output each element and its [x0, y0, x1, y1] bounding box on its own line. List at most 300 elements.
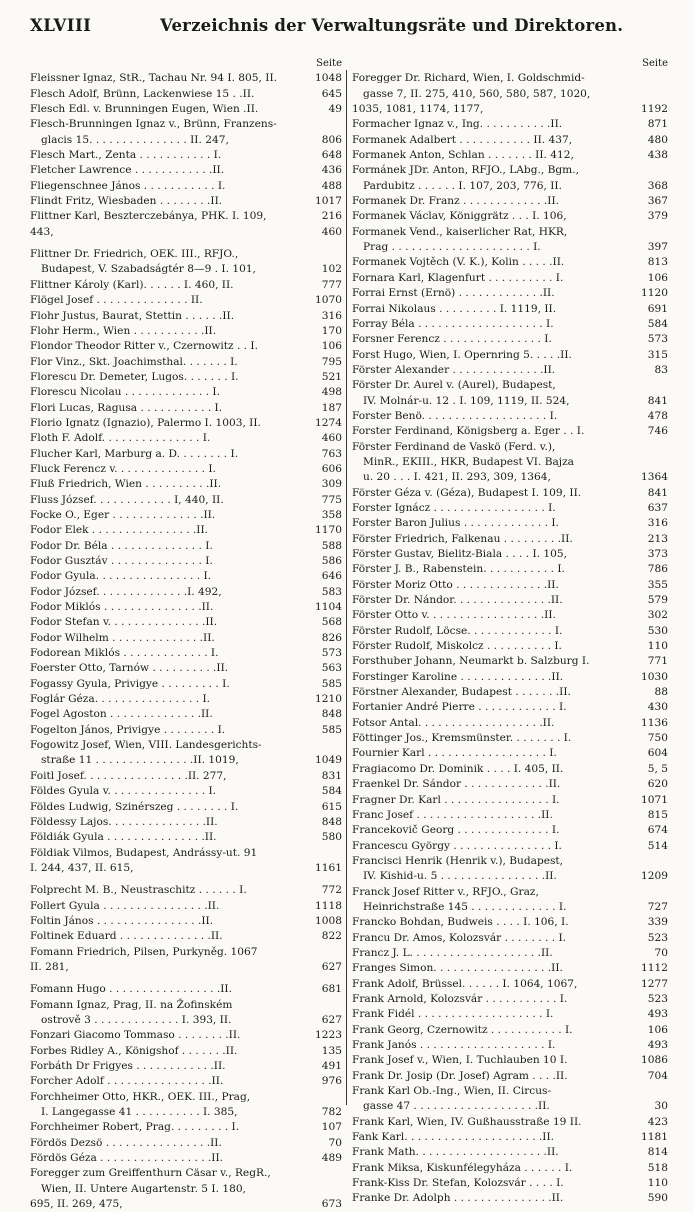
entry-text: Föttinger Jos., Kremsmünster. . . . . . . . I.	[352, 732, 572, 745]
index-entry	[30, 784, 342, 799]
entry-text: Förster Dr. Nándor. . . . . . . . . . . . . . .II.	[352, 594, 563, 607]
index-entry	[30, 830, 342, 845]
index-entry	[30, 769, 342, 784]
entry-text: Förster Rudolf, Miskolcz . . . . . . . . . . I.	[352, 640, 562, 653]
page-reference: 1086	[641, 1054, 668, 1067]
entry-text: Fonzari Giacomo Tommaso . . . . . . . .II.	[30, 1029, 241, 1042]
page-reference: 806	[321, 133, 342, 146]
entry-text: Formanek Vend., kaiserlicher Rat, HKR,	[352, 225, 568, 238]
entry-text: straße 11 . . . . . . . . . . . . . . .II. 1019,	[41, 754, 239, 767]
index-entry	[30, 615, 342, 630]
entry-text: Francisci Henrik (Henrik v.), Budapest,	[352, 854, 564, 867]
page-reference: 478	[647, 409, 668, 422]
index-entry	[352, 1084, 668, 1099]
entry-text: Frank Josef v., Wien, I. Tuchlauben 10 I.	[352, 1054, 568, 1067]
entry-text: Forray Béla . . . . . . . . . . . . . . . . . . . I.	[352, 317, 554, 330]
page-reference: 1048	[315, 72, 342, 85]
entry-text: Fragiacomo Dr. Dominik . . . . I. 405, II.	[352, 762, 564, 775]
index-entry	[352, 455, 668, 470]
entry-text: glacis 15. . . . . . . . . . . . . . . II. 247,	[41, 133, 229, 146]
page-reference: 1071	[641, 793, 668, 806]
entry-text: Florescu Nicolau . . . . . . . . . . . . . I.	[30, 386, 220, 399]
page-reference: 585	[321, 723, 342, 736]
entry-text: I. Langegasse 41 . . . . . . . . . . I. 385,	[41, 1106, 238, 1119]
entry-text: Fornara Karl, Klagenfurt . . . . . . . . . . I.	[352, 271, 564, 284]
entry-text: Frank-Kiss Dr. Stefan, Kolozsvár . . . . I.	[352, 1177, 564, 1190]
page-reference: 83	[654, 363, 668, 376]
index-entry	[30, 554, 342, 569]
index-entry	[30, 692, 342, 707]
page-reference: 674	[647, 824, 668, 837]
page-reference: 1030	[641, 670, 668, 683]
entry-spacer	[30, 975, 342, 982]
entry-text: Frank Math. . . . . . . . . . . . . . . . . . . .II.	[352, 1146, 559, 1159]
page-reference: 822	[321, 930, 342, 943]
page-reference: 523	[647, 931, 668, 944]
index-entry	[30, 462, 342, 477]
index-entry	[30, 133, 342, 148]
entry-text: Forsner Ferencz . . . . . . . . . . . . . . . I.	[352, 333, 552, 346]
index-entry	[352, 240, 668, 255]
index-entry	[352, 209, 668, 224]
index-entry	[352, 670, 668, 685]
entry-text: Floth F. Adolf. . . . . . . . . . . . . . . I.	[30, 432, 211, 445]
entry-text: IV. Kishid-u. 5 . . . . . . . . . . . . . . . .II.	[363, 870, 557, 883]
entry-text: Fank Karl. . . . . . . . . . . . . . . . . . . . .II.	[352, 1131, 555, 1144]
entry-text: Forrai Ernst (Ernö) . . . . . . . . . . . . .II.	[352, 287, 555, 300]
page-reference: 430	[647, 701, 668, 714]
entry-text: Fluß Friedrich, Wien . . . . . . . . . .II.	[30, 478, 222, 491]
entry-text: Fleissner Ignaz, StR., Tachau Nr. 94 I. 805, II.	[30, 72, 277, 85]
index-entry	[30, 800, 342, 815]
entry-text: Fomann Ignaz, Prag, II. na Žofinském	[30, 998, 233, 1011]
page-reference: 871	[647, 118, 668, 131]
entry-text: Fodor Gyula. . . . . . . . . . . . . . . . I.	[30, 570, 212, 583]
entry-text: Förster Alexander . . . . . . . . . . . . . .II.	[352, 363, 556, 376]
page-reference: 848	[321, 815, 342, 828]
index-entry	[30, 569, 342, 584]
page-reference: 563	[321, 662, 342, 675]
index-entry	[352, 1130, 668, 1145]
index-entry	[352, 148, 668, 163]
index-entry	[352, 654, 668, 669]
page-reference: 379	[647, 210, 668, 223]
index-entry	[352, 1161, 668, 1176]
index-entry	[352, 1115, 668, 1130]
index-entry	[352, 501, 668, 516]
page-reference: 213	[647, 532, 668, 545]
page-reference: 489	[321, 1152, 342, 1165]
entry-text: Fodor Miklós . . . . . . . . . . . . . . .II.	[30, 601, 214, 614]
entry-text: Forst Hugo, Wien, I. Opernring 5. . . . .II.	[352, 348, 572, 361]
page-reference: 583	[321, 585, 342, 598]
index-entry	[30, 585, 342, 600]
entry-text: Fraenkel Dr. Sándor . . . . . . . . . . . . .II.	[352, 778, 561, 791]
index-entry	[30, 431, 342, 446]
index-entry	[352, 915, 668, 930]
page-reference: 316	[321, 309, 342, 322]
index-entry	[30, 447, 342, 462]
index-entry	[30, 278, 342, 293]
index-entry	[30, 225, 342, 240]
entry-text: Francekovič Georg . . . . . . . . . . . . . . I.	[352, 824, 560, 837]
page-reference: 216	[321, 210, 342, 223]
page-reference: 1008	[315, 914, 342, 927]
entry-text: Flittner Dr. Friedrich, OEK. III., RFJO.,	[30, 248, 239, 261]
index-entry	[352, 685, 668, 700]
page-reference: 518	[647, 1161, 668, 1174]
page-reference: 1170	[315, 524, 342, 537]
index-entry	[30, 600, 342, 615]
index-entry	[30, 1044, 342, 1059]
entry-text: Fördös Géza . . . . . . . . . . . . . . . . .II.	[30, 1152, 224, 1165]
entry-text: Prag . . . . . . . . . . . . . . . . . . . . . I.	[363, 241, 541, 254]
entry-text: Földes Ludwig, Szinérszeg . . . . . . . . I.	[30, 800, 239, 813]
index-entry	[352, 700, 668, 715]
index-entry	[30, 179, 342, 194]
page-reference: 795	[321, 355, 342, 368]
entry-text: Formanek Adalbert . . . . . . . . . . . II. 437,	[352, 133, 573, 146]
page-reference: 604	[647, 747, 668, 760]
entry-text: ostrově 3 . . . . . . . . . . . . . I. 393, II.	[41, 1013, 232, 1026]
index-entry	[352, 900, 668, 915]
page-reference: 480	[647, 133, 668, 146]
entry-text: Flondor Theodor Ritter v., Czernowitz . . I.	[30, 340, 258, 353]
entry-text: Forster Baron Julius . . . . . . . . . . . . . I.	[352, 517, 559, 530]
page-reference: 1181	[641, 1131, 668, 1144]
entry-text: Fördös Dezsö . . . . . . . . . . . . . . . .II.	[30, 1136, 222, 1149]
page-reference: 782	[321, 1106, 342, 1119]
page-reference: 848	[321, 708, 342, 721]
right-column	[352, 56, 668, 1205]
page-reference: 70	[654, 946, 668, 959]
entry-text: Heinrichstraße 145 . . . . . . . . . . . . . I.	[363, 900, 567, 913]
index-entry	[30, 846, 342, 861]
entry-text: Földes Gyula v. . . . . . . . . . . . . . . I.	[30, 785, 217, 798]
entry-text: Frank Karl Ob.-Ing., Wien, II. Circus-	[352, 1085, 552, 1098]
page-reference: 110	[647, 1177, 668, 1190]
entry-text: Focke O., Eger . . . . . . . . . . . . . .II.	[30, 508, 216, 521]
page-reference: 771	[647, 655, 668, 668]
entry-text: Forchheimer Robert, Prag. . . . . . . . . I.	[30, 1121, 240, 1134]
index-entry	[30, 102, 342, 117]
entry-text: Forsthuber Johann, Neumarkt b. Salzburg I.	[352, 655, 590, 668]
entry-text: Fogelton János, Privigye . . . . . . . . I.	[30, 723, 226, 736]
index-entry	[30, 1074, 342, 1089]
page-reference: 423	[647, 1115, 668, 1128]
page-reference: 493	[647, 1008, 668, 1021]
index-entry	[30, 982, 342, 997]
page-reference: 841	[647, 394, 668, 407]
entry-text: Flögel Josef . . . . . . . . . . . . . . II.	[30, 294, 203, 307]
index-entry	[30, 646, 342, 661]
entry-text: Frank Miksa, Kiskunfélegyháza . . . . . . I.	[352, 1161, 573, 1174]
entry-text: Fournier Karl . . . . . . . . . . . . . . . . . . I.	[352, 747, 557, 760]
entry-text: Fragner Dr. Karl . . . . . . . . . . . . . . . . I.	[352, 793, 560, 806]
page-reference: 106	[321, 340, 342, 353]
entry-text: Flori Lucas, Ragusa . . . . . . . . . . . I.	[30, 401, 223, 414]
index-entry	[352, 348, 668, 363]
index-entry	[30, 209, 342, 224]
entry-text: Foerster Otto, Tarnów . . . . . . . . . .II.	[30, 662, 229, 675]
index-entry	[30, 753, 342, 768]
page-reference: 460	[321, 432, 342, 445]
page-number: XLVIII	[30, 16, 92, 35]
index-entry	[30, 1013, 342, 1028]
index-entry	[352, 578, 668, 593]
index-entry	[30, 385, 342, 400]
page-reference: 493	[647, 1039, 668, 1051]
page-reference: 30	[654, 1100, 668, 1113]
page-reference: 1104	[315, 601, 342, 614]
index-entry	[30, 815, 342, 830]
page-reference: 5, 5	[647, 762, 668, 775]
index-entry	[30, 523, 342, 538]
index-entry	[352, 716, 668, 731]
entry-text: Frank Adolf, Brüssel. . . . . . I. 1064, 1067,	[352, 977, 578, 990]
entry-text: Fodor Gusztáv . . . . . . . . . . . . . . I.	[30, 555, 213, 567]
page-reference: 1049	[315, 754, 342, 767]
entry-text: Földiak Vilmos, Budapest, Andrássy-ut. 91	[30, 846, 258, 859]
entry-text: IV. Molnár-u. 12 . I. 109, 1119, II. 524,	[363, 394, 570, 407]
page-reference: 135	[321, 1044, 342, 1057]
index-entry	[30, 945, 342, 960]
entry-text: Formanek Václav, Königgrätz . . . I. 106,	[352, 210, 567, 223]
entry-text: Fomann Friedrich, Pilsen, Purkyněg. 1067	[30, 945, 258, 958]
index-entry	[352, 1145, 668, 1160]
index-entry	[352, 179, 668, 194]
entry-text: Foregger zum Greiffenthurn Cäsar v., RegR.,	[30, 1167, 271, 1180]
page-reference: 606	[321, 462, 342, 475]
entry-text: Förster Dr. Aurel v. (Aurel), Budapest,	[352, 379, 556, 392]
entry-text: Fodor Wilhelm . . . . . . . . . . . . . .II.	[30, 631, 215, 644]
page-reference: 648	[321, 149, 342, 162]
entry-text: Franc Josef . . . . . . . . . . . . . . . . . . .II.	[352, 808, 553, 821]
page-reference: 841	[647, 486, 668, 499]
page-reference: 488	[321, 179, 342, 192]
entry-text: Flucher Karl, Marburg a. D. . . . . . . . I.	[30, 447, 239, 460]
page-reference: 523	[647, 992, 668, 1005]
page-reference: 1136	[641, 716, 668, 729]
index-entry	[352, 255, 668, 270]
page-reference: 976	[321, 1075, 342, 1088]
entry-text: Fodorean Miklós . . . . . . . . . . . . . I.	[30, 647, 219, 660]
entry-text: Flittner Károly (Karl). . . . . . I. 460, II.	[30, 278, 234, 291]
entry-text: Fletcher Lawrence . . . . . . . . . . . .II.	[30, 164, 225, 177]
page-reference: 673	[321, 1198, 342, 1211]
index-entry	[352, 885, 668, 900]
entry-text: Flesch Edl. v. Brunningen Eugen, Wien .II.	[30, 103, 259, 116]
page-reference: 1210	[315, 693, 342, 706]
page-reference: 88	[654, 686, 668, 699]
index-entry	[352, 1053, 668, 1068]
index-entry	[352, 777, 668, 792]
index-entry	[30, 677, 342, 692]
page-reference: 530	[647, 624, 668, 637]
page-reference: 187	[321, 401, 342, 414]
left-column	[30, 56, 342, 1211]
page-reference: 339	[647, 916, 668, 929]
page-reference: 627	[321, 1013, 342, 1026]
index-entry	[352, 332, 668, 347]
entry-text: Fluck Ferencz v. . . . . . . . . . . . . . I.	[30, 462, 216, 475]
page-reference: 588	[321, 539, 342, 552]
entry-text: Flesch Adolf, Brünn, Lackenwiese 15 . .II.	[30, 87, 255, 100]
page-reference: 637	[647, 501, 668, 514]
page-reference: 584	[647, 317, 668, 330]
entry-text: Frank Fidél . . . . . . . . . . . . . . . . . . . I.	[352, 1008, 554, 1021]
index-entry	[352, 271, 668, 286]
index-entry	[352, 593, 668, 608]
index-entry	[30, 1120, 342, 1135]
entry-text: Franck Josef Ritter v., RFJO., Graz,	[352, 885, 539, 898]
entry-spacer	[30, 240, 342, 247]
page-reference: 358	[321, 508, 342, 521]
entry-text: Foregger Dr. Richard, Wien, I. Goldschmid-	[352, 72, 585, 85]
page-reference: 1277	[641, 977, 668, 990]
entry-text: Franges Simon. . . . . . . . . . . . . . . . . .II.	[352, 962, 563, 975]
index-entry	[352, 409, 668, 424]
page-reference: 573	[321, 647, 342, 660]
index-entry	[352, 225, 668, 240]
index-entry	[352, 1038, 668, 1053]
index-entry	[30, 148, 342, 163]
page-reference: 1118	[315, 899, 342, 912]
entry-text: Formánek JDr. Anton, RFJO., LAbg., Bgm.,	[352, 164, 579, 177]
entry-text: Foitl Josef. . . . . . . . . . . . . . . .II. 277,	[30, 769, 227, 782]
index-entry	[30, 661, 342, 676]
entry-text: Formanek Dr. Franz . . . . . . . . . . . . .II.	[352, 195, 560, 208]
entry-text: Francescu György . . . . . . . . . . . . . . . I.	[352, 839, 562, 852]
index-entry	[352, 133, 668, 148]
entry-spacer	[30, 876, 342, 883]
index-entry	[30, 117, 342, 132]
index-entry	[30, 539, 342, 554]
entry-text: Frank Janós . . . . . . . . . . . . . . . . . . . I.	[352, 1039, 556, 1051]
entry-text: Fodor József. . . . . . . . . . . . . .I. 492,	[30, 585, 222, 598]
index-entry	[30, 477, 342, 492]
entry-text: Forbáth Dr Frigyes . . . . . . . . . . . .II.	[30, 1060, 226, 1072]
index-entry	[352, 946, 668, 961]
entry-text: I. 244, 437, II. 615,	[30, 861, 134, 874]
page-reference: 704	[647, 1069, 668, 1082]
entry-text: Formanek Vojtěch (V. K.), Kolin . . . . .II.	[352, 256, 565, 269]
page-reference: 107	[321, 1121, 342, 1134]
page-reference: 1364	[641, 471, 668, 484]
index-entry	[352, 1023, 668, 1038]
page-reference: 1274	[315, 416, 342, 429]
index-entry	[352, 608, 668, 623]
entry-text: Fogel Agoston . . . . . . . . . . . . . .II.	[30, 708, 213, 721]
entry-text: Francu Dr. Amos, Kolozsvár . . . . . . . . I.	[352, 931, 567, 944]
entry-text: Formacher Ignaz v., Ing. . . . . . . . . . .II.	[352, 118, 563, 131]
entry-text: Frank Georg, Czernowitz . . . . . . . . . . . I.	[352, 1023, 573, 1036]
page-reference: 615	[321, 800, 342, 813]
index-entry	[30, 401, 342, 416]
entry-text: Forchheimer Otto, HKR., OEK. III., Prag,	[30, 1090, 251, 1103]
entry-text: Fluss József. . . . . . . . . . . . I, 440, II.	[30, 493, 224, 506]
entry-text: u. 20 . . . I. 421, II. 293, 309, 1364,	[363, 471, 551, 484]
entry-text: Fodor Dr. Béla . . . . . . . . . . . . . . I.	[30, 539, 213, 552]
index-entry	[352, 547, 668, 562]
page-reference: 1223	[315, 1029, 342, 1042]
index-entry	[352, 532, 668, 547]
index-entry	[30, 508, 342, 523]
index-entry	[30, 707, 342, 722]
page-reference: 1192	[641, 103, 668, 116]
entry-text: 443,	[30, 225, 54, 238]
entry-text: gasse 7, II. 275, 410, 560, 580, 587, 1020,	[363, 87, 591, 100]
entry-text: Fortanier André Pierre . . . . . . . . . . . . I.	[352, 701, 567, 714]
page-reference: 491	[321, 1060, 342, 1072]
index-entry	[352, 194, 668, 209]
index-entry	[352, 363, 668, 378]
index-entry	[352, 562, 668, 577]
index-entry	[352, 808, 668, 823]
page-reference: 775	[321, 493, 342, 506]
page-header	[30, 14, 670, 42]
index-entry	[352, 961, 668, 976]
index-entry	[30, 960, 342, 975]
index-entry	[30, 631, 342, 646]
page-title: Verzeichnis der Verwaltungsräte und Direktoren.	[160, 16, 624, 35]
index-entry	[352, 302, 668, 317]
entry-text: Florio Ignatz (Ignazio), Palermo I. 1003, II.	[30, 416, 261, 429]
page-reference: 568	[321, 616, 342, 629]
entry-text: Follert Gyula . . . . . . . . . . . . . . . .II.	[30, 899, 220, 912]
index-entry	[30, 370, 342, 385]
page-reference: 620	[647, 778, 668, 791]
entry-text: Földessy Lajos. . . . . . . . . . . . . . .II.	[30, 815, 218, 828]
page-reference: 590	[647, 1192, 668, 1205]
entry-text: Foltinek Eduard . . . . . . . . . . . . . .II.	[30, 930, 223, 943]
index-entry	[30, 929, 342, 944]
entry-text: Florescu Dr. Demeter, Lugos. . . . . . . I.	[30, 370, 239, 383]
entry-text: Foltin János . . . . . . . . . . . . . . . .II.	[30, 914, 214, 927]
index-entry	[352, 87, 668, 102]
entry-text: Förster Géza v. (Géza), Budapest I. 109, II.	[352, 486, 582, 499]
index-entry	[30, 194, 342, 209]
index-entry	[30, 738, 342, 753]
page-reference: 1161	[315, 861, 342, 874]
entry-text: Pardubitz . . . . . . I. 107, 203, 776, II.	[363, 179, 562, 192]
page-reference: 309	[321, 478, 342, 491]
index-entry	[352, 869, 668, 884]
page-reference: 815	[647, 808, 668, 821]
page-reference: 681	[321, 983, 342, 996]
seite-label-left: Seite	[316, 58, 342, 69]
index-entry	[352, 1007, 668, 1022]
index-entry	[352, 762, 668, 777]
entry-text: Fogassy Gyula, Privigye . . . . . . . . . I.	[30, 677, 230, 690]
page-reference: 498	[321, 386, 342, 399]
index-entry	[352, 486, 668, 501]
entry-text: 1035, 1081, 1174, 1177,	[352, 103, 484, 116]
index-entry	[30, 1136, 342, 1151]
index-entry	[352, 839, 668, 854]
index-entry	[352, 102, 668, 117]
entry-text: 695, II. 269, 475,	[30, 1198, 123, 1211]
entry-text: Formanek Anton, Schlan . . . . . . . II. 412,	[352, 149, 574, 162]
index-entry	[30, 163, 342, 178]
page-reference: 49	[328, 103, 342, 116]
page-reference: 373	[647, 548, 668, 560]
entry-text: Flindt Fritz, Wiesbaden . . . . . . . .II.	[30, 195, 223, 208]
index-entry	[30, 1151, 342, 1166]
index-entry	[352, 394, 668, 409]
entry-text: Fotsor Antal. . . . . . . . . . . . . . . . . . .II.	[352, 716, 555, 729]
entry-text: Förstner Alexander, Budapest . . . . . . .II.	[352, 686, 571, 699]
